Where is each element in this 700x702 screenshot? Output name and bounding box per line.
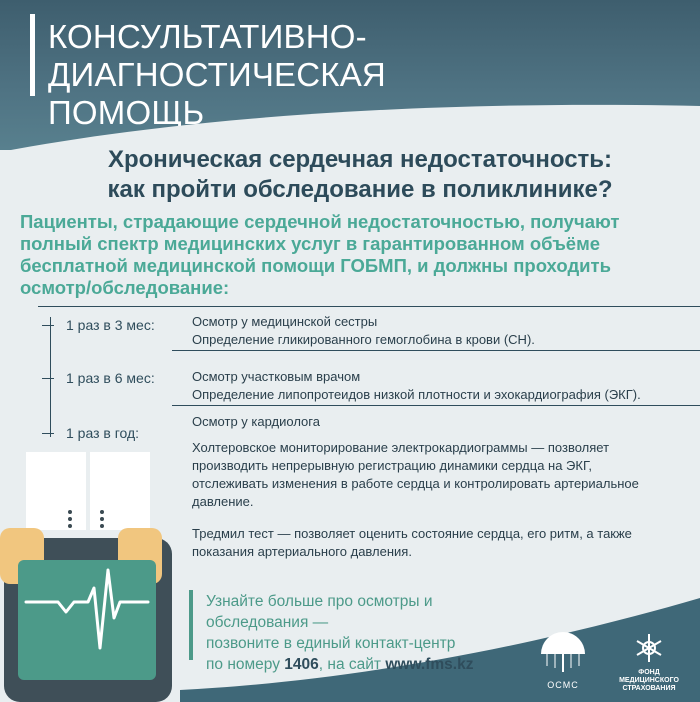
contact-line-3 [206, 654, 536, 675]
umbrella-icon [537, 630, 589, 676]
contact-accent-bar [189, 590, 193, 660]
schedule-item-2-line-2: Определение липопротеидов низкой плотности и эхокардиография (ЭКГ). [192, 387, 641, 402]
timeline-tick-3 [42, 433, 54, 434]
frequency-3-months: 1 раз в 3 мес: [66, 317, 155, 333]
schedule-item-1-line-1: Осмотр у медицинской сестры [192, 314, 378, 329]
fms-label-line-2: МЕДИЦИНСКОГО [619, 677, 679, 684]
timeline-line [50, 317, 51, 437]
heartbeat-icon [18, 560, 156, 680]
intro-line-1: Пациенты, страдающие сердечной недостаточностью, получают [20, 211, 620, 232]
fms-logo [608, 632, 690, 698]
schedule-item-1 [192, 313, 535, 349]
schedule-item-2 [192, 368, 641, 404]
fms-label-line-1: ФОНД [638, 669, 660, 676]
schedule-item-3-line-1: Осмотр у кардиолога [192, 414, 320, 429]
left-cuff-buttons [68, 510, 72, 531]
right-cuff-buttons [100, 510, 104, 531]
divider-top [38, 306, 700, 307]
treadmill-paragraph [192, 525, 632, 561]
timeline-tick-2 [42, 378, 54, 379]
treadmill-line-1: Тредмил тест — позволяет оценить состояние сердца, его ритм, а также [192, 526, 632, 541]
intro-text [20, 211, 690, 299]
contact-info [206, 591, 536, 675]
right-sleeve [90, 452, 150, 530]
holter-line-2: производить непрерывную регистрацию динамики сердца на ЭКГ, [192, 458, 593, 473]
phone-number[interactable]: 1406 [284, 656, 319, 673]
schedule-item-3 [192, 413, 320, 431]
frequency-6-months: 1 раз в 6 мес: [66, 370, 155, 386]
subtitle [40, 145, 680, 205]
subtitle-line-1: Хроническая сердечная недостаточность: [107, 146, 613, 173]
divider-2 [172, 405, 700, 406]
contact-mid: , на сайт [318, 656, 382, 673]
contact-line-1: Узнайте больше про осмотры и обследования — [206, 593, 433, 631]
intro-line-3: бесплатной медицинской помощи ГОБМП, и должны проходить [20, 255, 611, 276]
holter-line-3: отслеживать изменения в работе сердца и контролировать артериальное [192, 476, 639, 491]
snowflake-icon [633, 632, 665, 664]
holter-line-4: давление. [192, 494, 254, 509]
frequency-yearly: 1 раз в год: [66, 425, 140, 441]
timeline-tick-1 [42, 325, 54, 326]
contact-prefix: по номеру [206, 656, 280, 673]
holter-line-1: Холтеровское мониторирование электрокардиограммы — позволяет [192, 440, 610, 455]
page-title-line-1: КОНСУЛЬТАТИВНО-ДИАГНОСТИЧЕСКАЯ [48, 18, 386, 93]
intro-line-4: осмотр/обследование: [20, 277, 230, 298]
contact-line-2: позвоните в единый контакт-центр [206, 635, 456, 652]
divider-1 [172, 350, 700, 351]
fms-label-line-3: СТРАХОВАНИЯ [622, 685, 676, 692]
schedule-item-1-line-2: Определение гликированного гемоглобина в крови (СН). [192, 332, 535, 347]
header-banner [0, 0, 700, 150]
left-sleeve [26, 452, 86, 530]
intro-line-2: полный спектр медицинских услуг в гарантированном объёме [20, 233, 601, 254]
website-link[interactable]: www.fms.kz [385, 656, 474, 673]
osms-label: ОСМС [547, 680, 579, 690]
schedule-item-2-line-1: Осмотр участковым врачом [192, 369, 361, 384]
page-title-line-2: ПОМОЩЬ [48, 94, 205, 131]
treadmill-line-2: показания артериального давления. [192, 544, 412, 559]
holter-paragraph [192, 439, 639, 511]
osms-logo [537, 630, 589, 696]
subtitle-line-2: как пройти обследование в поликлинике? [107, 176, 613, 203]
header-accent-bar [30, 14, 35, 96]
